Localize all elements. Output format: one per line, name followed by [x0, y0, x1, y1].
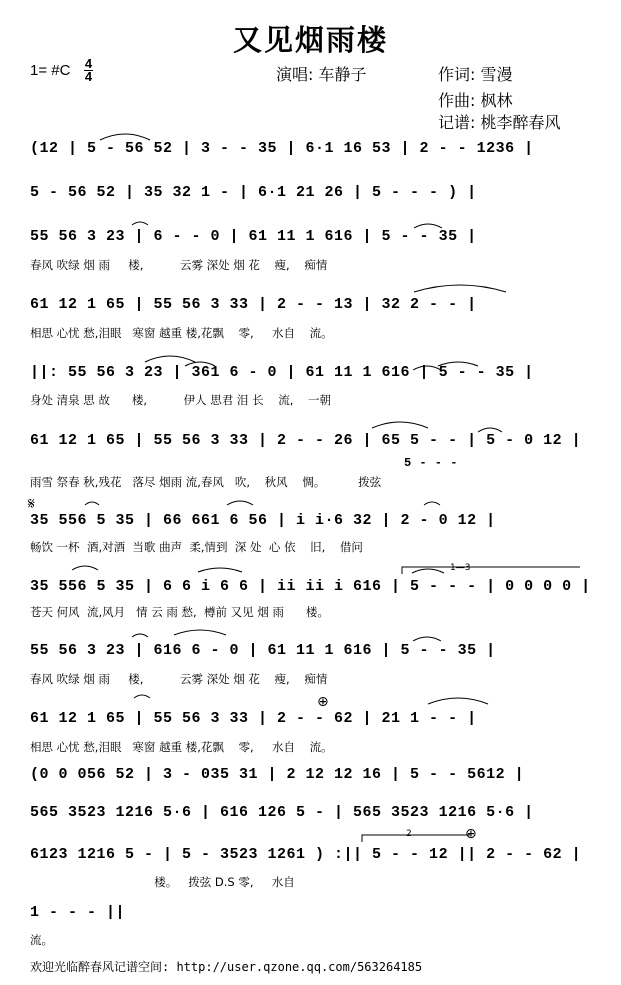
notation-row: 61 12 1 65 | 55 56 3 33 | 2 - - 62 | 21 1 - - | [30, 710, 477, 727]
transcriber-credit: 记谱: 桃李醉春风 [438, 113, 561, 132]
notation-row: ||: 55 56 3 23 | 361 6 - 0 | 61 11 1 616 | 5 - - 35 | [30, 364, 534, 381]
key-signature: 1= #C [30, 62, 71, 79]
notation-row: 61 12 1 65 | 55 56 3 33 | 2 - - 13 | 32 2 - - | [30, 296, 477, 313]
time-bottom: 4 [84, 69, 93, 84]
notation-row: 1 - - - || [30, 904, 126, 921]
coda-icon: ⊕ [465, 826, 477, 842]
coda-icon: ⊕ [317, 694, 329, 710]
notation-row: 565 3523 1216 5·6 | 616 126 5 - | 565 3523 1216 5·6 | [30, 804, 534, 821]
composer-credit: 作曲: 枫林 [438, 91, 513, 110]
lyric-row: 畅饮 一杯 酒,对酒 当歌 曲声 柔,情到 深 处 心 依 旧, 借问 [30, 540, 363, 554]
lyric-row: 相思 心忧 愁,泪眼 寒窗 越重 楼,花飘 零, 水自 流。 [30, 740, 333, 754]
segno-icon: 𝄋 [28, 494, 35, 513]
lyric-row: 楼。 拨弦 D.S 零, 水自 [30, 875, 295, 889]
ending-bracket-label: 2 [406, 829, 412, 839]
alternate-note: 5 - - - [404, 456, 458, 470]
lyric-row: 苍天 何风 流,风月 情 云 雨 愁, 樽前 又见 烟 雨 楼。 [30, 605, 329, 619]
notation-row: 61 12 1 65 | 55 56 3 33 | 2 - - 26 | 65 5 - - | 5 - 0 12 | [30, 432, 582, 449]
notation-row: 55 56 3 23 | 616 6 - 0 | 61 11 1 616 | 5 - - 35 | [30, 642, 496, 659]
song-title: 又见烟雨楼 [232, 23, 388, 57]
notation-row: 35 556 5 35 | 6 6 i 6 6 | ii ii i 616 | 5 - - - | 0 0 0 0 | [30, 578, 591, 595]
singer-credit: 演唱: 车静子 [276, 65, 367, 84]
lyric-row: 相思 心忧 愁,泪眼 寒窗 越重 楼,花飘 零, 水自 流。 [30, 326, 333, 340]
ending-bracket-label: 1—3 [450, 563, 471, 573]
notation-row: (12 | 5 - 56 52 | 3 - - 35 | 6·1 16 53 | 2 - - 1236 | [30, 140, 534, 157]
lyric-row: 雨雪 祭春 秋,残花 落尽 烟雨 流,春风 吹, 秋风 惆。 拨弦 [30, 475, 382, 489]
notation-row: 5 - 56 52 | 35 32 1 - | 6·1 21 26 | 5 - - - ) | [30, 184, 477, 201]
notation-row: 6123 1216 5 - | 5 - 3523 1261 ) :|| 5 - - 12 || 2 - - 62 | [30, 846, 582, 863]
lyricist-credit: 作词: 雪漫 [438, 65, 513, 84]
lyric-row: 春风 吹绿 烟 雨 楼, 云雾 深处 烟 花 瘦, 痴情 [30, 258, 328, 272]
lyric-row: 春风 吹绿 烟 雨 楼, 云雾 深处 烟 花 瘦, 痴情 [30, 672, 328, 686]
notation-row: (0 0 056 52 | 3 - 035 31 | 2 12 12 16 | 5 - - 5612 | [30, 766, 525, 783]
lyric-row: 流。 [30, 933, 53, 947]
footer-note: 欢迎光临醉春风记谱空间: http://user.qzone.qq.com/563264185 [30, 960, 423, 974]
notation-row: 35 556 5 35 | 66 661 6 56 | i i·6 32 | 2 - 0 12 | [30, 512, 496, 529]
time-top: 4 [84, 56, 93, 71]
lyric-row: 身处 清泉 思 故 楼, 伊人 思君 泪 长 流, 一朝 [30, 393, 331, 407]
notation-row: 55 56 3 23 | 6 - - 0 | 61 11 1 616 | 5 - - 35 | [30, 228, 477, 245]
